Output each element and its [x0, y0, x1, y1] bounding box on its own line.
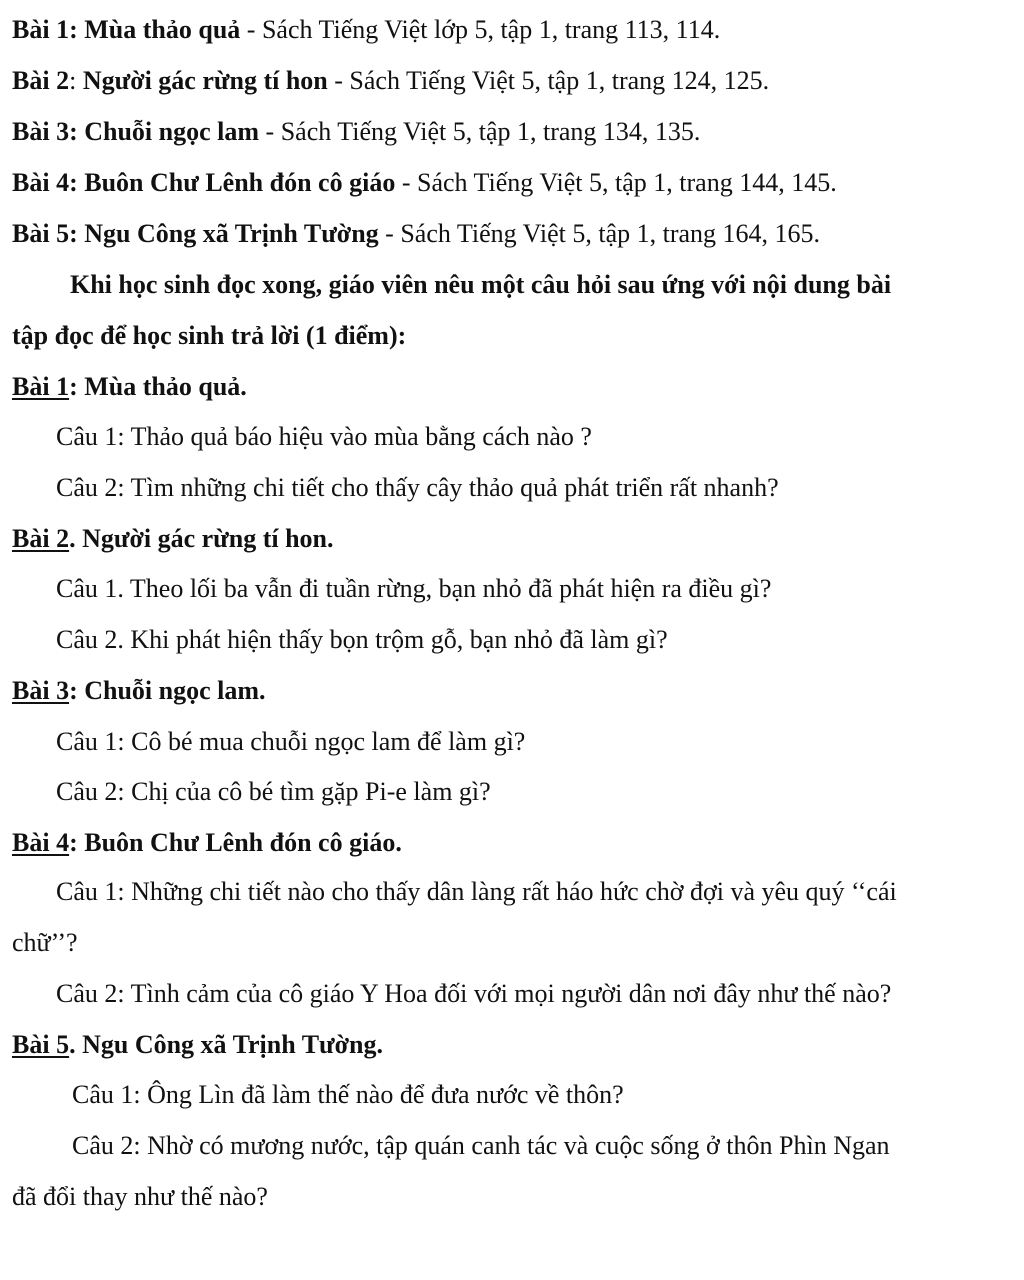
- question-5-1: Câu 1: Ông Lìn đã làm thế nào để đưa nước về thôn?: [72, 1080, 624, 1109]
- lesson-source: - Sách Tiếng Việt 5, tập 1, trang 144, 145.: [395, 168, 837, 197]
- section-heading-3: [12, 671, 1020, 711]
- question-2-2: Câu 2. Khi phát hiện thấy bọn trộm gỗ, bạn nhỏ đã làm gì?: [56, 625, 668, 654]
- section-title: : Mùa thảo quả.: [69, 372, 247, 401]
- section-label: Bài 4: [12, 828, 70, 857]
- section-title: . Người gác rừng tí hon.: [69, 524, 334, 553]
- lesson-label: Bài 4:: [12, 168, 78, 197]
- section-heading-4: [12, 823, 1020, 863]
- question-2-1: Câu 1. Theo lối ba vẫn đi tuần rừng, bạn nhỏ đã phát hiện ra điều gì?: [56, 574, 772, 603]
- lesson-title: Ngu Công xã Trịnh Tường: [84, 219, 379, 248]
- lesson-source: - Sách Tiếng Việt 5, tập 1, trang 124, 125.: [327, 66, 770, 95]
- lesson-line-4: [12, 163, 1020, 203]
- lesson-title: Mùa thảo quả: [84, 15, 241, 44]
- lesson-label: Bài 1:: [12, 15, 78, 44]
- lesson-label: Bài 3:: [12, 117, 78, 146]
- lesson-label: Bài 2: [12, 66, 70, 95]
- lesson-source: - Sách Tiếng Việt 5, tập 1, trang 164, 165.: [378, 219, 821, 248]
- section-title: : Chuỗi ngọc lam.: [69, 676, 266, 705]
- section-heading-5: [12, 1025, 1020, 1065]
- lesson-title: Buôn Chư Lênh đón cô giáo: [84, 168, 396, 197]
- section-label: Bài 5: [12, 1030, 70, 1059]
- lesson-source: - Sách Tiếng Việt 5, tập 1, trang 134, 135.: [259, 117, 701, 146]
- section-heading-1: [12, 367, 1020, 407]
- lesson-line-3: [12, 112, 1020, 152]
- lesson-line-2: [12, 61, 1020, 101]
- question-1-1: Câu 1: Thảo quả báo hiệu vào mùa bằng cách nào ?: [56, 422, 592, 451]
- lesson-line-5: [12, 214, 1020, 254]
- lesson-title: Chuỗi ngọc lam: [84, 117, 260, 146]
- question-3-2: Câu 2: Chị của cô bé tìm gặp Pi-e làm gì?: [56, 777, 491, 806]
- question-4-2: Câu 2: Tình cảm của cô giáo Y Hoa đối với mọi người dân nơi đây như thế nào?: [56, 979, 892, 1008]
- section-label: Bài 3: [12, 676, 70, 705]
- intro-line-1: Khi học sinh đọc xong, giáo viên nêu một câu hỏi sau ứng với nội dung bài: [70, 270, 892, 299]
- section-label: Bài 1: [12, 372, 70, 401]
- question-1-2: Câu 2: Tìm những chi tiết cho thấy cây thảo quả phát triển rất nhanh?: [56, 473, 779, 502]
- lesson-source: - Sách Tiếng Việt lớp 5, tập 1, trang 113, 114.: [240, 15, 721, 44]
- lesson-title: Người gác rừng tí hon: [82, 66, 328, 95]
- intro-line-2: tập đọc để học sinh trả lời (1 điểm):: [12, 321, 407, 350]
- lesson-line-1: [12, 10, 1020, 50]
- section-heading-2: [12, 519, 1020, 559]
- question-5-2-continued: đã đổi thay như thế nào?: [12, 1182, 268, 1211]
- section-title: : Buôn Chư Lênh đón cô giáo.: [69, 828, 402, 857]
- question-3-1: Câu 1: Cô bé mua chuỗi ngọc lam để làm gì?: [56, 727, 526, 756]
- lesson-sep: :: [69, 66, 83, 95]
- question-4-1: Câu 1: Những chi tiết nào cho thấy dân làng rất háo hức chờ đợi và yêu quý ‘‘cái: [56, 877, 897, 906]
- lesson-label: Bài 5:: [12, 219, 78, 248]
- section-label: Bài 2: [12, 524, 70, 553]
- section-title: . Ngu Công xã Trịnh Tường.: [69, 1030, 384, 1059]
- question-4-1-continued: chữ’’?: [12, 928, 78, 957]
- question-5-2: Câu 2: Nhờ có mương nước, tập quán canh tác và cuộc sống ở thôn Phìn Ngan: [72, 1131, 890, 1160]
